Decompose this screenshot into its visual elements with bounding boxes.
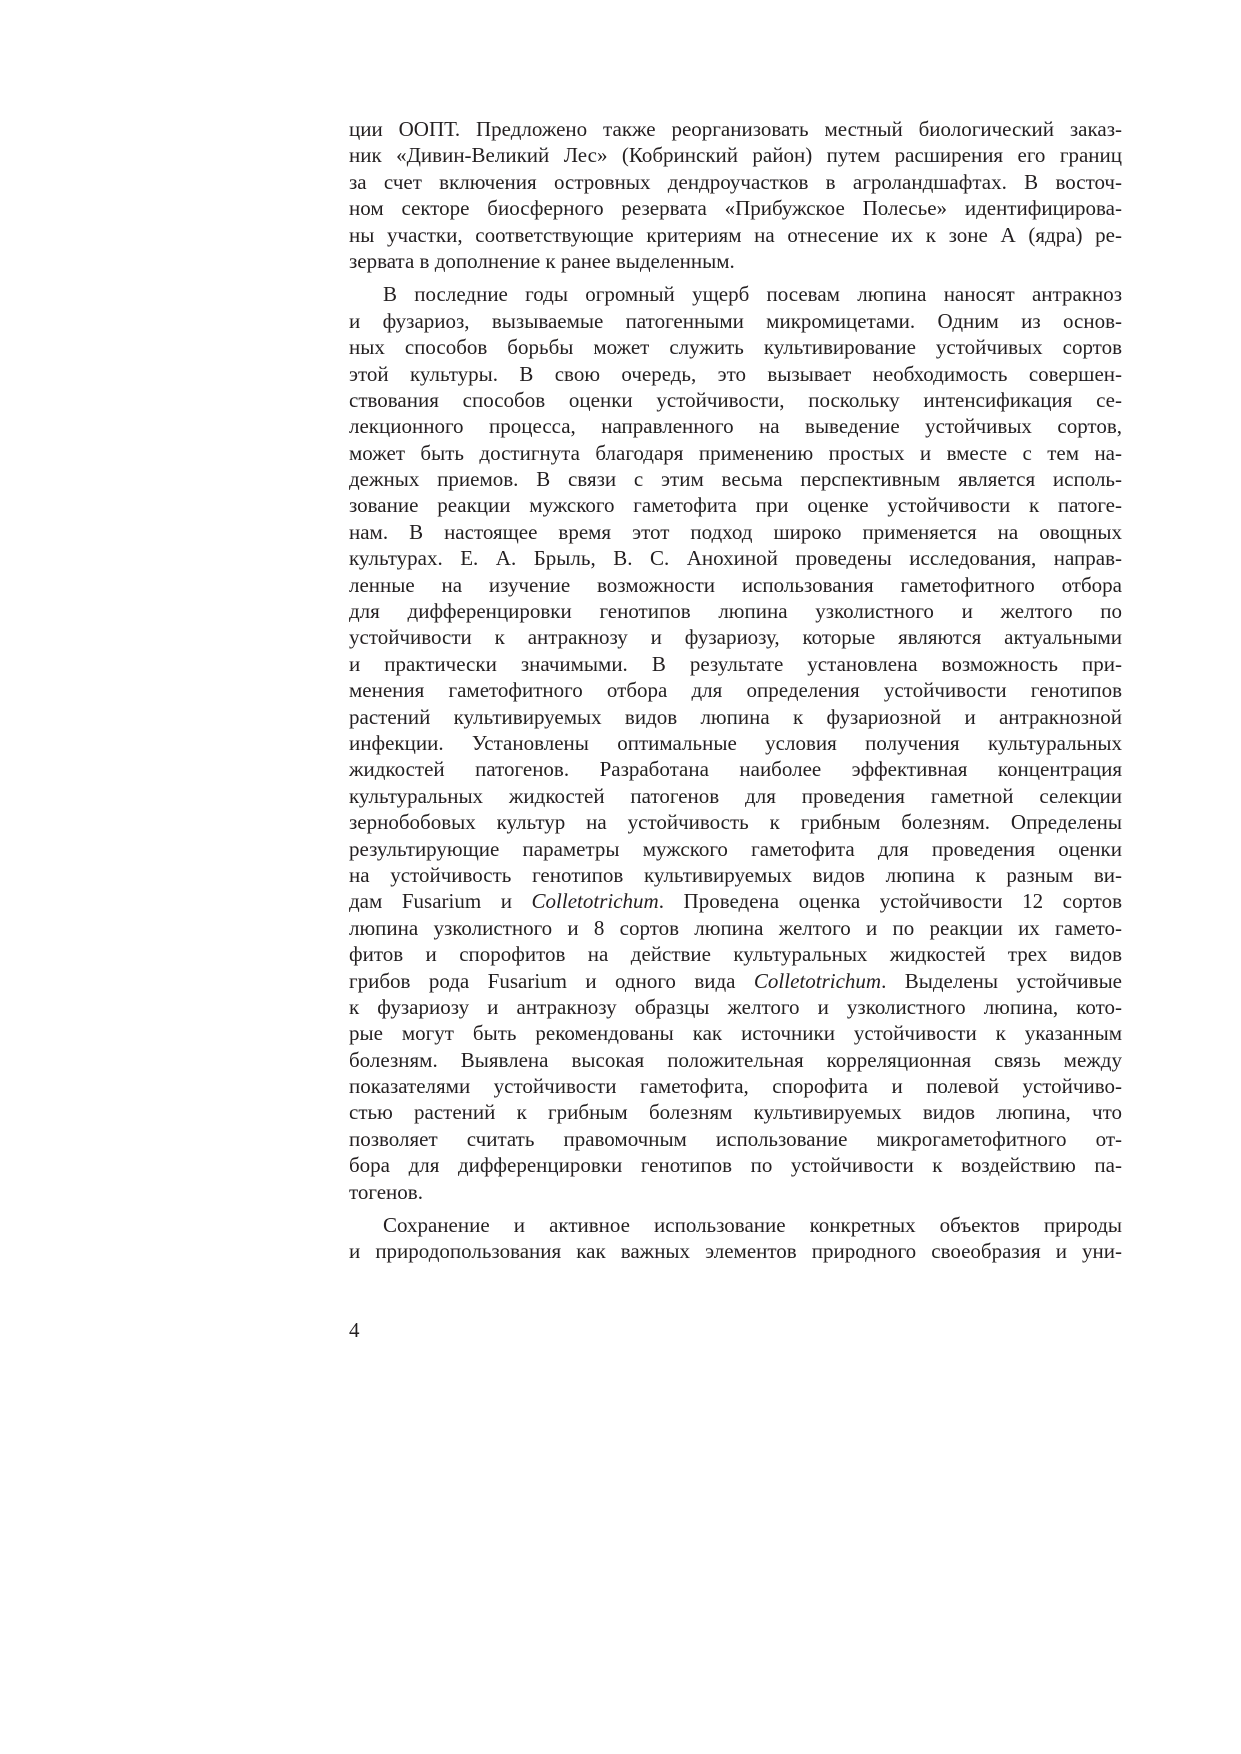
text-line: люпина узколистного и 8 сортов люпина желтого и по реакции их гамето- — [349, 915, 1122, 940]
text-line: инфекции. Установлены оптимальные условия получения культуральных — [349, 730, 1122, 755]
text-line: культуральных жидкостей патогенов для проведения гаметной селекции — [349, 783, 1122, 808]
text-line: стью растений к грибным болезням культивируемых видов люпина, что — [349, 1100, 1122, 1125]
text-line: менения гаметофитного отбора для определения устойчивости генотипов — [349, 678, 1122, 703]
text-line: лекционного процесса, направленного на выведение устойчивых сортов, — [349, 414, 1122, 439]
text-line: на устойчивость генотипов культивируемых видов люпина к разным ви- — [349, 862, 1122, 887]
text-line: позволяет считать правомочным использование микрогаметофитного от- — [349, 1126, 1122, 1151]
text-line: зование реакции мужского гаметофита при оценке устойчивости к патоге- — [349, 493, 1122, 518]
paragraph — [349, 281, 1122, 1205]
text-line: ник «Дивин-Великий Лес» (Кобринский район) путем расширения его границ — [349, 143, 1122, 168]
text-line: жидкостей патогенов. Разработана наиболее эффективная концентрация — [349, 757, 1122, 782]
paragraph — [349, 1212, 1122, 1265]
text-line: ствования способов оценки устойчивости, поскольку интенсификация се- — [349, 387, 1122, 412]
text-line: ленные на изучение возможности использования гаметофитного отбора — [349, 572, 1122, 597]
text-line: зернобобовых культур на устойчивость к грибным болезням. Определены — [349, 810, 1122, 835]
text-line: результирующие параметры мужского гаметофита для проведения оценки — [349, 836, 1122, 861]
text-line: показателями устойчивости гаметофита, спорофита и полевой устойчиво- — [349, 1074, 1122, 1099]
text-line: и фузариоз, вызываемые патогенными микромицетами. Одним из основ- — [349, 308, 1122, 333]
text-line: тогенов. — [349, 1179, 423, 1204]
text-line: болезням. Выявлена высокая положительная корреляционная связь между — [349, 1047, 1122, 1072]
text-line: растений культивируемых видов люпина к фузариозной и антракнозной — [349, 704, 1122, 729]
text-line: культурах. Е. А. Брыль, В. С. Анохиной проведены исследования, направ- — [349, 546, 1122, 571]
text-line: нам. В настоящее время этот подход широко применяется на овощных — [349, 519, 1122, 544]
text-line: рые могут быть рекомендованы как источники устойчивости к указанным — [349, 1021, 1122, 1046]
text-line: ном секторе биосферного резервата «Прибужское Полесье» идентифицирова- — [349, 196, 1122, 221]
text-line: к фузариозу и антракнозу образцы желтого и узколистного люпина, кото- — [349, 994, 1122, 1019]
text-line: дежных приемов. В связи с этим весьма перспективным является исполь- — [349, 467, 1122, 492]
text-line: Сохранение и активное использование конкретных объектов природы — [383, 1213, 1122, 1238]
paragraph — [349, 116, 1122, 274]
text-line: зервата в дополнение к ранее выделенным. — [349, 248, 735, 273]
page-number: 4 — [349, 1318, 360, 1342]
text-line: В последние годы огромный ущерб посевам люпина наносят антракноз — [383, 282, 1122, 307]
text-line: бора для дифференцировки генотипов по устойчивости к воздействию па- — [349, 1153, 1122, 1178]
body-text — [349, 116, 1122, 1265]
text-line: ции ООПТ. Предложено также реорганизовать местный биологический заказ- — [349, 117, 1122, 141]
text-line: устойчивости к антракнозу и фузариозу, которые являются актуальными — [349, 625, 1122, 650]
text-line: грибов рода Fusarium и одного вида Colletotrichum. Выделены устойчивые — [349, 968, 1123, 993]
text-line: и природопользования как важных элементов природного своеобразия и уни- — [349, 1239, 1122, 1264]
text-line: ных способов борьбы может служить культивирование устойчивых сортов — [349, 335, 1122, 360]
text-line: может быть достигнута благодаря применению простых и вместе с тем на- — [349, 440, 1122, 465]
text-line: дам Fusarium и Colletotrichum. Проведена оценка устойчивости 12 сортов — [349, 889, 1122, 914]
text-line: за счет включения островных дендроучастков в агроландшафтах. В восточ- — [349, 169, 1122, 194]
text-line: и практически значимыми. В результате установлена возможность при- — [349, 651, 1122, 676]
text-line: фитов и спорофитов на действие культуральных жидкостей трех видов — [349, 942, 1122, 967]
text-line: этой культуры. В свою очередь, это вызывает необходимость совершен- — [349, 361, 1122, 386]
text-line: для дифференцировки генотипов люпина узколистного и желтого по — [349, 599, 1122, 624]
text-line: ны участки, соответствующие критериям на отнесение их к зоне А (ядра) ре- — [349, 222, 1122, 247]
